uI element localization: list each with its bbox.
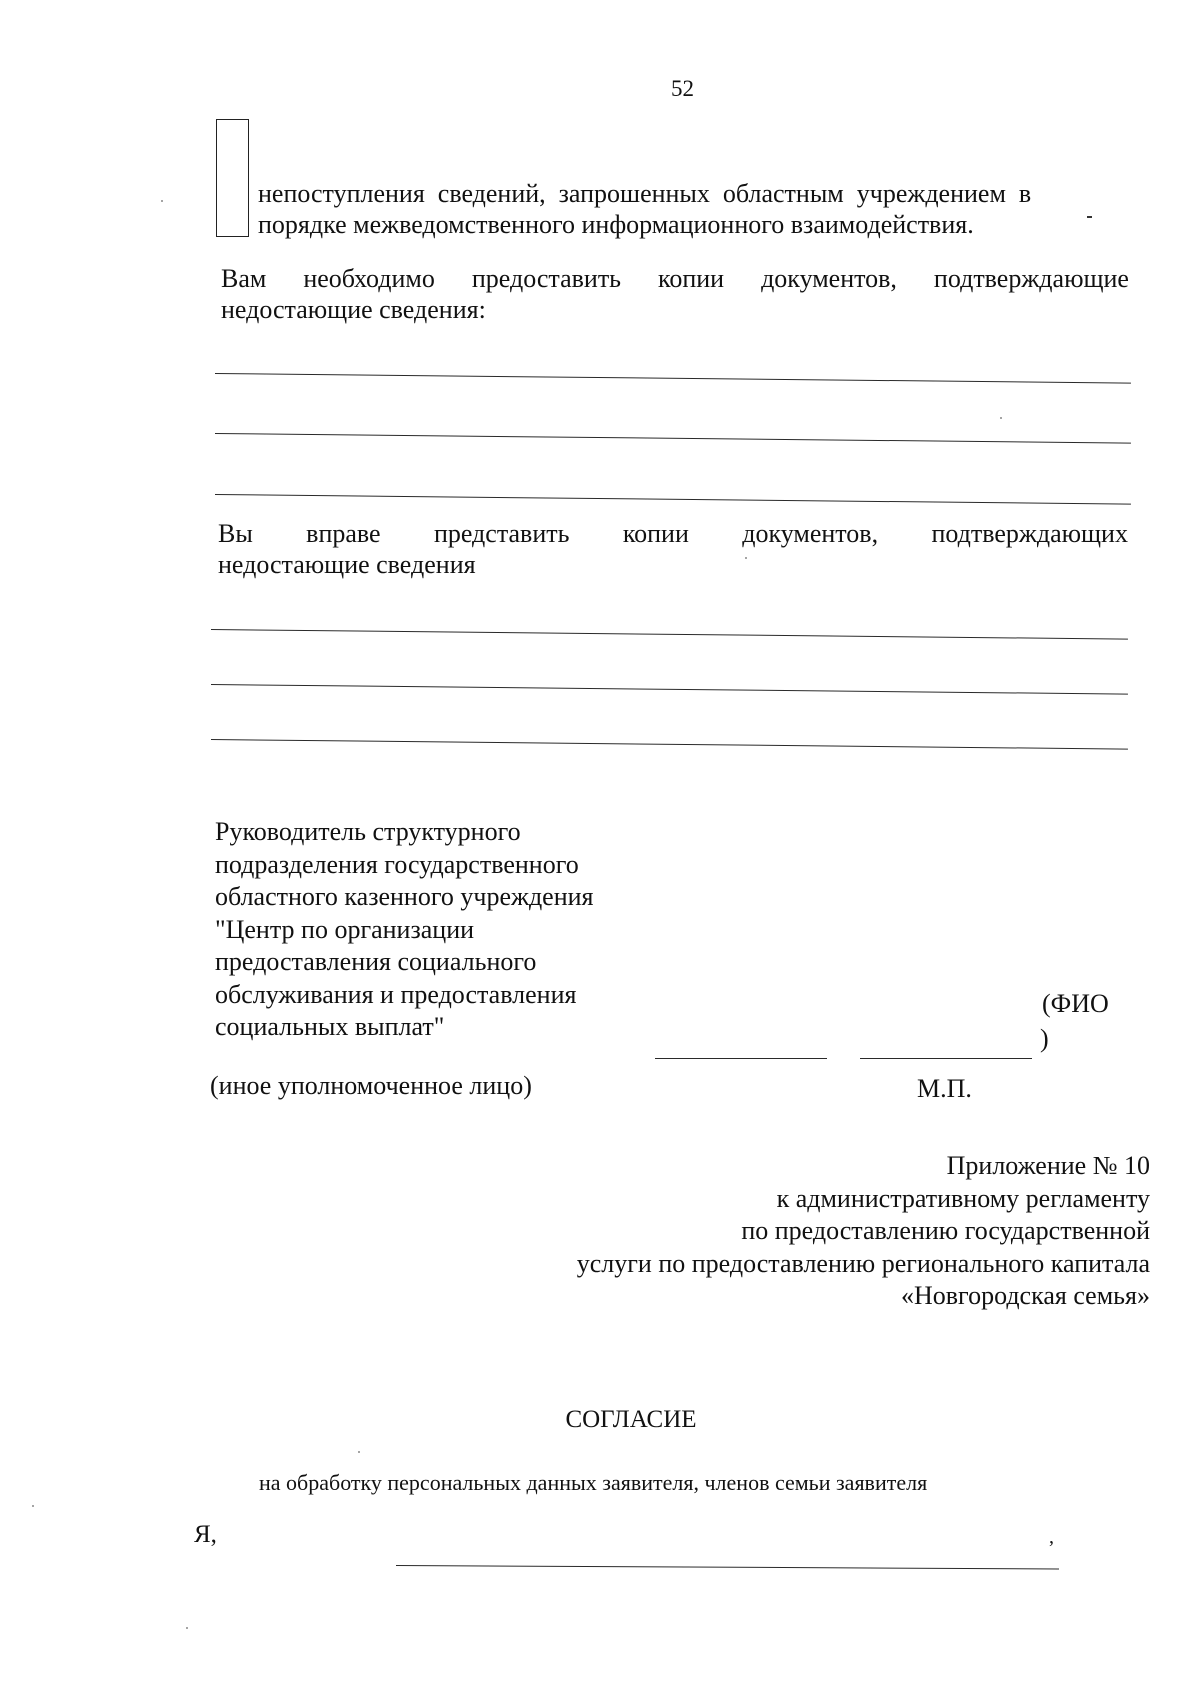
missing-info-line-1: непоступления сведений, запрошенных областным учреждением в: [258, 179, 1032, 208]
page-number: 52: [671, 76, 694, 101]
comma: ,: [1049, 1526, 1054, 1548]
checkbox[interactable]: [216, 119, 249, 237]
scan-speck: [186, 1627, 188, 1629]
signature-line[interactable]: [655, 1058, 827, 1059]
may-provide-line-1: Вы вправе представить копии документов, подтверждающих: [218, 519, 1128, 548]
i-label: Я,: [194, 1521, 217, 1548]
signatory-title: Руководитель структурного подразделения государственного областного казенного учреждения "Центр по организации предоставления социального обслуживания и предоставления социальных выплат": [215, 817, 594, 1041]
fill-line[interactable]: [211, 739, 1128, 750]
must-provide-line-2: недостающие сведения:: [221, 295, 486, 324]
may-provide-line-2: недостающие сведения: [218, 550, 476, 579]
must-provide-line-1: Вам необходимо предоставить копии документов, подтверждающие: [221, 264, 1129, 293]
fio-line[interactable]: [860, 1058, 1032, 1059]
fio-label: (ФИО: [1042, 989, 1109, 1018]
consent-title: СОГЛАСИЕ: [565, 1406, 697, 1433]
fill-line[interactable]: [215, 373, 1131, 384]
applicant-name-line[interactable]: [396, 1565, 1059, 1569]
stray-mark: [1087, 216, 1092, 218]
fill-line[interactable]: [211, 629, 1128, 640]
other-person-label: (иное уполномоченное лицо): [210, 1071, 532, 1100]
scan-speck: [1000, 417, 1002, 419]
stamp-label: М.П.: [917, 1074, 972, 1103]
fill-line[interactable]: [211, 684, 1128, 695]
scan-speck: [745, 557, 747, 559]
consent-subtitle: на обработку персональных данных заявителя, членов семьи заявителя: [259, 1470, 928, 1495]
fio-label-close: ): [1040, 1024, 1049, 1053]
scan-speck: [161, 200, 163, 202]
missing-info-line-2: порядке межведомственного информационного взаимодействия.: [258, 210, 974, 239]
scan-speck: [32, 1505, 34, 1507]
appendix-header: Приложение № 10 к административному регламенту по предоставлению государственной услуги по предоставлению регионального капитала «Новгородская семья»: [576, 1151, 1150, 1310]
fill-line[interactable]: [215, 433, 1131, 444]
scan-speck: [358, 1451, 360, 1453]
fill-line[interactable]: [215, 494, 1131, 505]
